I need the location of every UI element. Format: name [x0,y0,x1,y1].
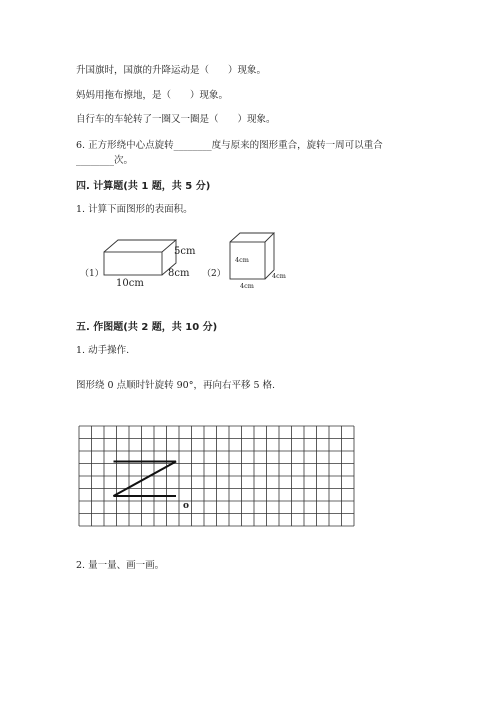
rotation-instruction: 图形绕 0 点顺时针旋转 90°，再向右平移 5 格. [76,380,276,391]
question-6-line2: ________次。 [76,155,134,166]
question-flag: 升国旗时，国旗的升降运动是（ ）现象。 [76,65,267,76]
question-6-line1: 6. 正方形绕中心点旋转________度与原来的图形重合，旋转一周可以重合 [76,140,383,151]
question-wheel: 自行车的车轮转了一圈又一圈是（ ）现象。 [76,114,276,125]
figure-2-number: （2） [202,269,226,279]
question-mop: 妈妈用拖布擦地，是（ ）现象。 [76,90,229,101]
section-4-question-1: 1. 计算下面图形的表面积。 [76,204,193,215]
cuboid-figure [78,232,198,292]
cuboid-front-face [104,252,162,275]
drawing-grid [76,424,361,532]
cuboid-top-face [104,240,176,252]
section-5-question-1: 1. 动手操作. [76,345,130,356]
cube-figure [200,226,295,294]
rotation-center-label: o [183,501,190,511]
cuboid-length-label: 10cm [116,278,144,289]
figure-1-number: （1） [80,269,104,279]
section-5-question-2: 2. 量一量、画一画。 [76,560,165,571]
cube-side-label: 4cm [272,272,286,280]
section-4-heading: 四. 计算题(共 1 题，共 5 分) [76,181,211,192]
cube-bottom-label: 4cm [240,282,254,290]
cube-front-label: 4cm [235,256,249,264]
cuboid-height-label: 5cm [174,246,196,257]
cuboid-width-label: 8cm [168,268,190,279]
cube-top-face [230,233,274,242]
section-5-heading: 五. 作图题(共 2 题，共 10 分) [76,322,218,333]
